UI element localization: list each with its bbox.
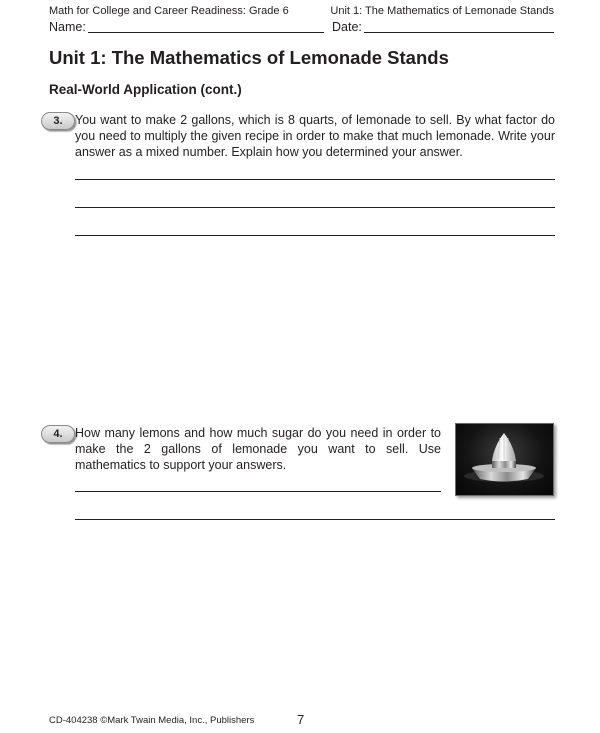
unit-title: Unit 1: The Mathematics of Lemonade Stands (49, 47, 449, 68)
question-3-answer-line-3[interactable] (75, 235, 555, 236)
page-number: 7 (297, 712, 305, 727)
copyright-footer: CD-404238 ©Mark Twain Media, Inc., Publishers (49, 715, 255, 726)
question-3-answer-line-2[interactable] (75, 207, 555, 208)
juicer-illustration-icon (456, 424, 553, 495)
question-4-answer-line-1[interactable] (75, 491, 441, 492)
name-label: Name: (49, 20, 86, 34)
date-field-line[interactable] (364, 32, 554, 33)
name-field-line[interactable] (88, 32, 324, 33)
question-3-text: You want to make 2 gallons, which is 8 quarts, of lemonade to sell. By what factor do you need to multiply the given recipe in order to make that much lemonade. Write your answer as a mixed number. Explain how you determined your answer. (75, 113, 555, 159)
citrus-juicer-photo (455, 423, 554, 496)
question-4-answer-line-2[interactable] (75, 519, 555, 520)
question-4-number-badge: 4. (41, 425, 75, 443)
date-label: Date: (332, 20, 362, 34)
book-title: Math for College and Career Readiness: Grade 6 (49, 5, 289, 17)
unit-running-head: Unit 1: The Mathematics of Lemonade Stands (330, 5, 554, 17)
section-title: Real-World Application (cont.) (49, 82, 242, 97)
question-3-number-badge: 3. (41, 112, 75, 130)
question-3-answer-line-1[interactable] (75, 179, 555, 180)
question-4-text: How many lemons and how much sugar do you need in order to make the 2 gallons of lemonade you want to sell. Use mathematics to support your answers. (75, 426, 441, 472)
